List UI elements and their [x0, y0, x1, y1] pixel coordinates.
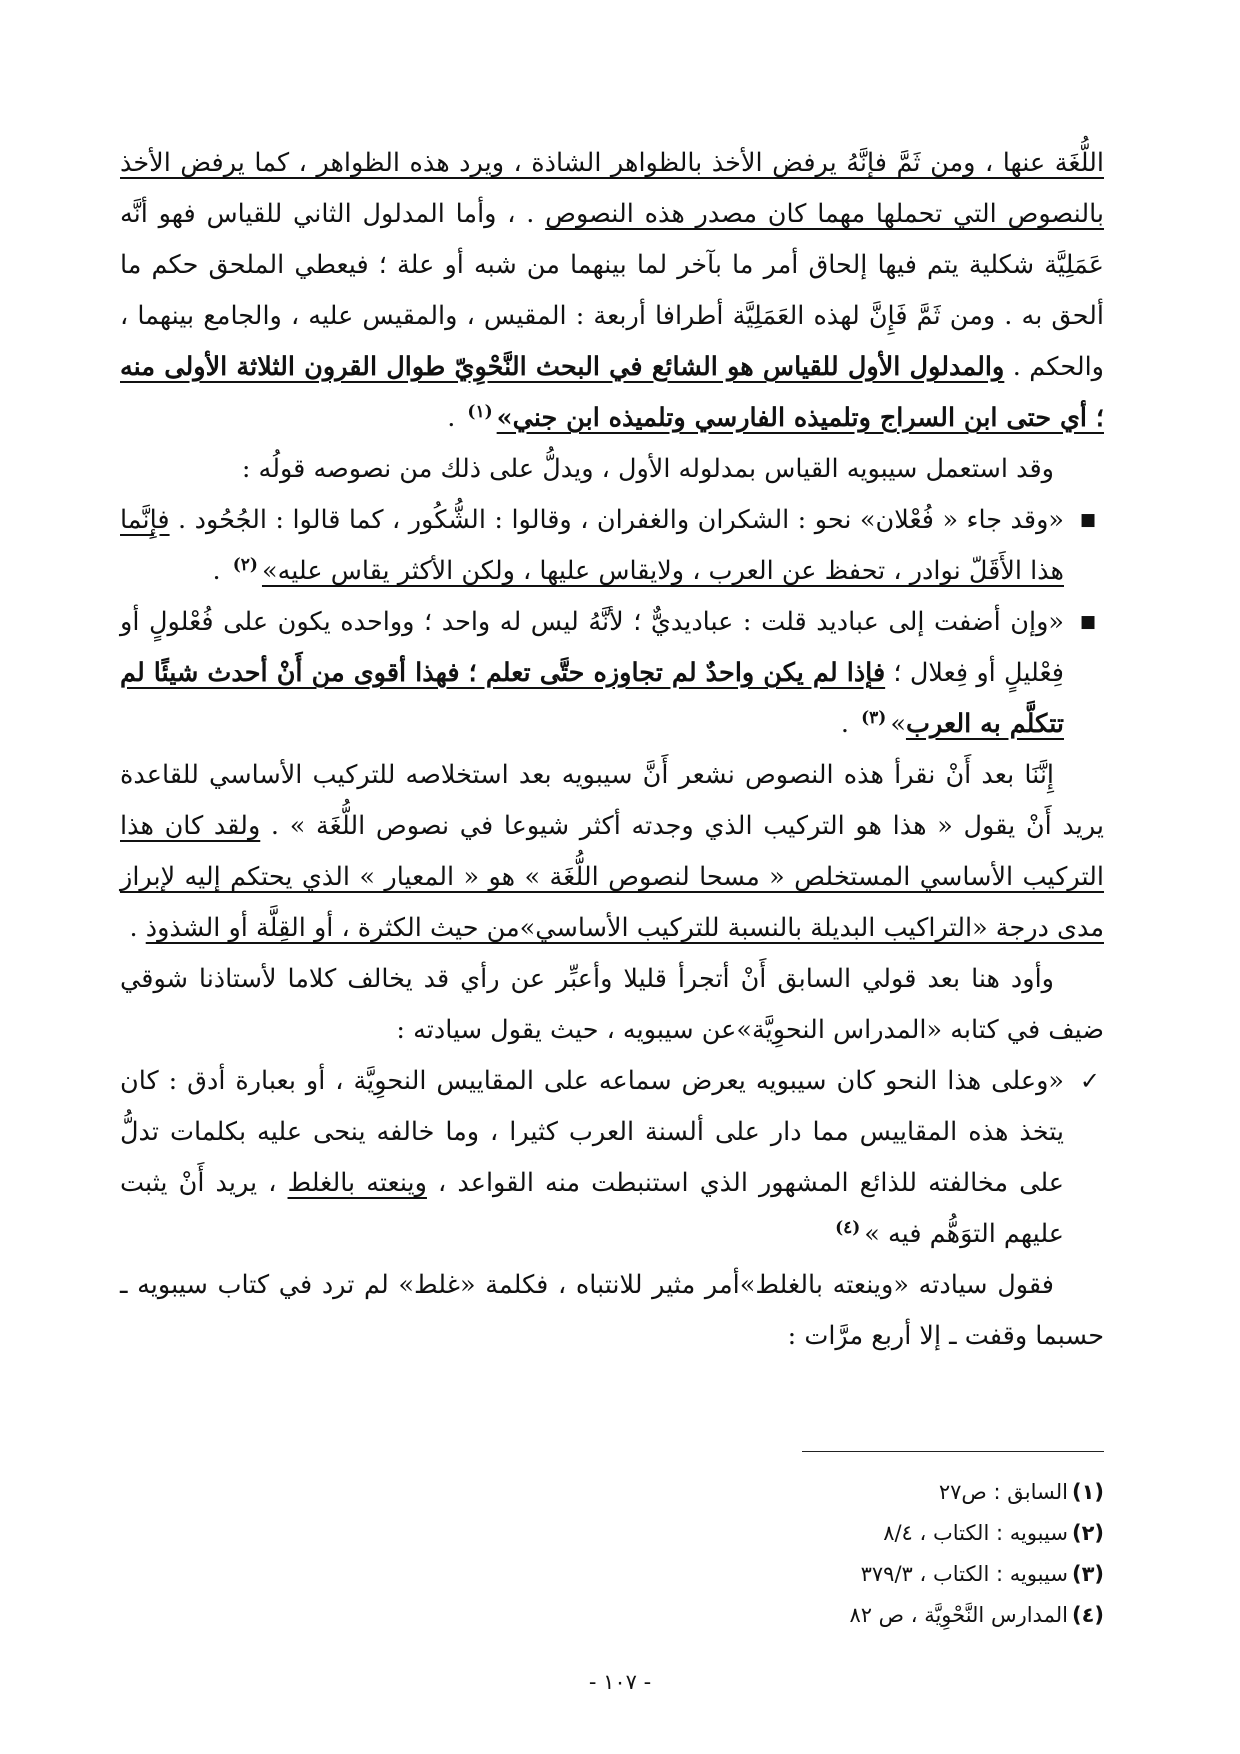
page-body	[120, 138, 1104, 1362]
quote-3-text: «وعلى هذا النحو كان سيبويه يعرض سماعه على المقاييس النحوِيَّة ، أو بعبارة أدق : كان يتخذ هذه المقاييس مما دار على ألسنة العرب كثيرا ، وما خالفه ينحى عليه بكلمات تدلُّ على مخالفته للذائع المشهور الذي استنبطت منه القواعد ،	[120, 1066, 1064, 1198]
quote-1-end: .	[212, 556, 229, 586]
p1-text: . ، وأما المدلول الثاني للقياس فهو أنَّه عَمَلِيَّة شكلية يتم فيها إلحاق أمر ما بآخر لما بينهما من شبه أو علة ؛ فيعطي الملحق حكم ما ألحق به . ومن ثَمَّ فَإِنَّ لهذه العَمَلِيَّة أطرافا أربعة : المقيس ، والمقيس عليه ، والجامع بينهما ، والحكم .	[120, 199, 1104, 382]
quote-2-close: »	[890, 709, 906, 739]
quote-1-underlined: فإِنَّما هذا الأَقَلّ نوادر ، تحفظ عن العرب ، ولايقاس عليها ، ولكن الأكثر يقاس عليه»	[120, 505, 1064, 586]
footnote-ref-1[interactable]: (١)	[467, 401, 493, 422]
paragraph-2: وقد استعمل سيبويه القياس بمدلوله الأول ، ويدلُّ على ذلك من نصوصه قولُه :	[241, 454, 1054, 484]
quote-check-1	[120, 1056, 1104, 1260]
quote-2-bold-underlined: فإذا لم يكن واحدٌ لم تجاوزه حتَّى تعلم ؛ فهذا أقوى من أَنْ أحدث شيئًا لم تتكلَّم به العرب	[120, 658, 1064, 739]
footnote-ref-2[interactable]: (٢)	[232, 554, 258, 575]
paragraph-5: فقول سيادته «وينعته بالغلط»أمر مثير للانتباه ، فكلمة «غلط» لم ترد في كتاب سيبويه ـ حسبما وقفت ـ إلا أربع مرَّات :	[120, 1270, 1104, 1351]
p3-end: .	[129, 913, 146, 943]
quote-1-text: «وقد جاء « فُعْلان» نحو : الشكران والغفران ، وقالوا : الشُّكُور ، كما قالوا : الجُحُود .	[169, 505, 1064, 535]
footnote-number: (٣)	[1071, 1562, 1104, 1586]
footnote-2	[504, 1513, 1104, 1554]
p1-underlined-text: اللُّغَة عنها ، ومن ثَمَّ فإنَّهُ يرفض الأخذ بالظواهر الشاذة ، ويرد هذه الظواهر ، كما يرفض الأخذ بالنصوص التي تحملها مهما كان مصدر هذه النصوص	[120, 148, 1104, 229]
quote-3-rest: ، يريد أَنْ يثبت عليهم التوَهُّم فيه »	[120, 1168, 1064, 1249]
footnote-text: المدارس النَّحْوِيَّة ، ص ٨٢	[849, 1603, 1068, 1627]
p1-bold-statement: والمدلول الأول للقياس هو الشائع في البحث النَّحْوِيّ طوال القرون الثلاثة الأولى منه ؛ أي حتى ابن السراج وتلميذه الفارسي وتلميذه ابن جني»	[120, 352, 1104, 433]
quote-bullet-1	[120, 495, 1104, 597]
footnote-1	[504, 1472, 1104, 1513]
p1-end: .	[447, 403, 464, 433]
footnote-number: (١)	[1071, 1480, 1104, 1504]
square-bullet-icon: ■	[1079, 612, 1096, 632]
page-number: - ١٠٧ -	[588, 1670, 652, 1694]
paragraph-3	[120, 750, 1104, 954]
quote-2-end: .	[840, 709, 858, 739]
quote-3-underlined: وينعته بالغلط	[287, 1168, 427, 1198]
check-mark-icon: ✓	[1079, 1067, 1100, 1095]
footnote-number: (٤)	[1071, 1603, 1104, 1627]
footnote-text: سيبويه : الكتاب ، ٣٧٩/٣	[860, 1562, 1068, 1586]
paragraph-1	[120, 138, 1104, 444]
footnote-3	[504, 1554, 1104, 1595]
footnote-text: السابق : ص٢٧	[938, 1480, 1068, 1504]
footnote-divider	[802, 1451, 1104, 1452]
quote-bullet-2	[120, 597, 1104, 750]
footnotes-section	[504, 1472, 1104, 1636]
footnote-text: سيبويه : الكتاب ، ٨/٤	[883, 1521, 1068, 1545]
paragraph-4: وأود هنا بعد قولي السابق أَنْ أتجرأ قليلا وأعبِّر عن رأي قد يخالف كلاما لأستاذنا شوقي ضيف في كتابه «المدراس النحوِيَّة»عن سيبويه ، حيث يقول سيادته :	[120, 964, 1104, 1045]
quote-2-text: «وإن أضفت إلى عباديد قلت : عباديديٌّ ؛ لأنَّهُ ليس له واحد ؛ وواحده يكون على فُعْلولٍ أو فِعْليلٍ أو فِعلال ؛	[120, 607, 1064, 688]
square-bullet-icon: ■	[1079, 510, 1096, 530]
footnote-number: (٢)	[1071, 1521, 1104, 1545]
p3-text: إِنَّنَا بعد أَنْ نقرأ هذه النصوص نشعر أَنَّ سيبويه بعد استخلاصه للتركيب الأساسي للقاعدة يريد أَنْ يقول « هذا هو التركيب الذي وجدته أكثر شيوعا في نصوص اللُّغَة » .	[120, 760, 1104, 841]
footnote-4	[504, 1595, 1104, 1636]
p3-underlined: ولقد كان هذا التركيب الأساسي المستخلص « مسحا لنصوص اللُّغَة » هو « المعيار » الذي يحتكم إليه لإبراز مدى درجة «التراكيب البديلة بالنسبة للتركيب الأساسي»من حيث الكثرة ، أو القِلَّة أو الشذوذ	[120, 811, 1104, 943]
footnote-ref-4[interactable]: (٤)	[835, 1217, 861, 1238]
footnote-ref-3[interactable]: (٣)	[861, 707, 887, 728]
